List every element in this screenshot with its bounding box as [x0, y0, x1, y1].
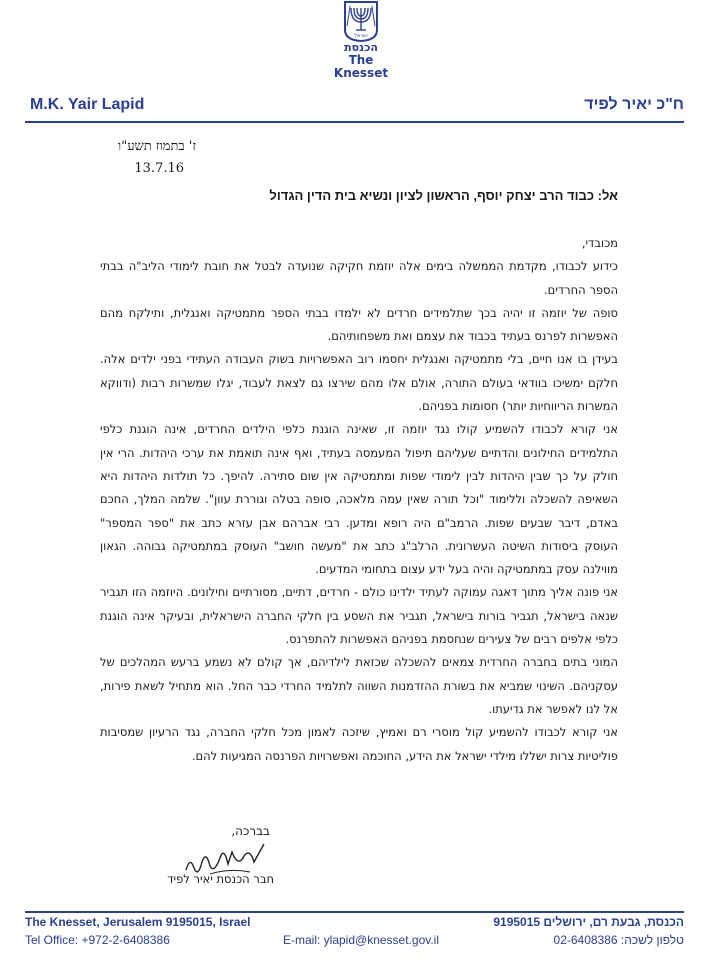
closing: בברכה,	[231, 824, 270, 838]
footer-phone-hebrew: טלפון לשכה: 02-6408386	[553, 933, 684, 947]
emblem-hebrew-label: הכנסת	[344, 41, 378, 54]
mk-name-hebrew: ח"כ יאיר לפיד	[584, 96, 684, 113]
mk-name-english: M.K. Yair Lapid	[30, 96, 145, 113]
signature-title: חבר הכנסת יאיר לפיד	[167, 872, 274, 886]
menorah-emblem-icon	[343, 0, 379, 42]
date-hebrew: ז' בתמוז תשע"ו	[117, 139, 196, 154]
footer-address-hebrew: הכנסת, גבעת רם, ירושלים 9195015	[493, 915, 684, 929]
header-divider	[25, 121, 684, 123]
paragraph: אני פונה אליך מתוך דאגה עמוקה לעתיד ילדינו כולם - חרדים, דתיים, מסורתיים וחילונים. היוזמה הזו תגביר שנאה בישראל, תגביר בורות בישראל, תגביר את השסע בין חלקי החברה הישראלית, ובעיקר אינה הוגנת כלפי אלפים רבים של צעירים שנחסמת בפניהם האפשרות להתפרנס.	[100, 585, 618, 647]
recipient-line: אל: כבוד הרב יצחק יוסף, הראשון לציון ונשיא בית הדין הגדול	[269, 188, 618, 203]
emblem-inner-text: ישראל	[354, 33, 368, 39]
paragraph: המוני בתים בחברה החרדית צמאים להשכלה שכזאת לילדיהם, אך קולם לא נשמע ברעש המהלכים של עסקניהם. השינוי שמביא את בשורת ההזדמנות השווה לתלמיד החרדי כבר החל. הוא מתחיל לשאת פירות, אל לנו לאפשר את גדיעתו.	[100, 655, 618, 716]
knesset-emblem	[323, 0, 399, 80]
date-numeric: 13.7.16	[134, 161, 184, 176]
footer-email: E-mail: ylapid@knesset.gov.il	[283, 933, 440, 947]
footer-phone-english: Tel Office: +972-2-6408386	[25, 933, 170, 947]
paragraph: סופה של יוזמה זו יהיה בכך שתלמידים חרדים לא ילמדו בבתי הספר מתמטיקה ואנגלית, ותילקח מהם האפשרות לפרנס בעתיד בכבוד את עצמם ואת משפחותיהם.	[100, 305, 618, 344]
letter-body	[100, 232, 618, 768]
footer-address-english: The Knesset, Jerusalem 9195015, Israel	[25, 915, 251, 929]
paragraph: אני קורא לכבודו להשמיע קול מוסרי רם ואמיץ, שיזכה לאמון מכל חלקי החברה, נגד הרעיון שמסיבות פוליטיות צרות ישללו מילדי ישראל את הידע, החוכמה ואפשרויות הפרנסה המגיעות להם.	[100, 725, 618, 763]
paragraph: אני קורא לכבודו להשמיע קולו נגד יוזמה זו, שאינה הוגנת כלפי הילדים החרדים, אינה הוגנת כלפי התלמידים החילונים והדתיים שעליהם תיפול המעמסה בעתיד, ואף אינה תואמת את ערכי היהדות. הרי אין חולק על כך שבין היהדות לבין לימודי שפות ומתמטיקה אין שום סתירה. להיפך. כל תולדות היהדות היא השאיפה להשכלה וללימוד "וכל תורה שאין עמה מלאכה, סופה בטלה וגוררת עוון". שלמה המלך, החכם באדם, דיבר שבעים שפות. הרמב"ם היה רופא ומדען. רבי אברהם אבן עזרא כתב את "ספר המספר" העוסק ביסודות השיטה העשרונית. הרלב"ג כתב את "מעשה חושב" העוסק במתמטיקה גבוהה. הגאון מווילנה עסק במתמטיקה והיה בעל ידע עצום בתחומי המדעים.	[100, 422, 618, 577]
emblem-english-label: The Knesset	[333, 53, 389, 80]
paragraph: כידוע לכבודו, מקדמת הממשלה בימים אלה יוזמת חקיקה שנועדה לבטל את חובת לימודי הליב"ה בבתי הספר החרדים.	[100, 259, 618, 297]
salutation: מכובדי,	[581, 236, 618, 250]
footer-divider	[25, 911, 684, 913]
paragraph: בעידן בו אנו חיים, בלי מתמטיקה ואנגלית יחסמו רוב האפשרויות בשוק העבודה העתידי בפני ילדים אלה. חלקם ימשיכו בוודאי בעולם התורה, אולם אלו מהם שירצו גם לצאת לעבוד, יגלו שמשרות רבות (ודווקא המשרות הריווחיות יותר) חסומות בפניהם.	[100, 352, 618, 414]
